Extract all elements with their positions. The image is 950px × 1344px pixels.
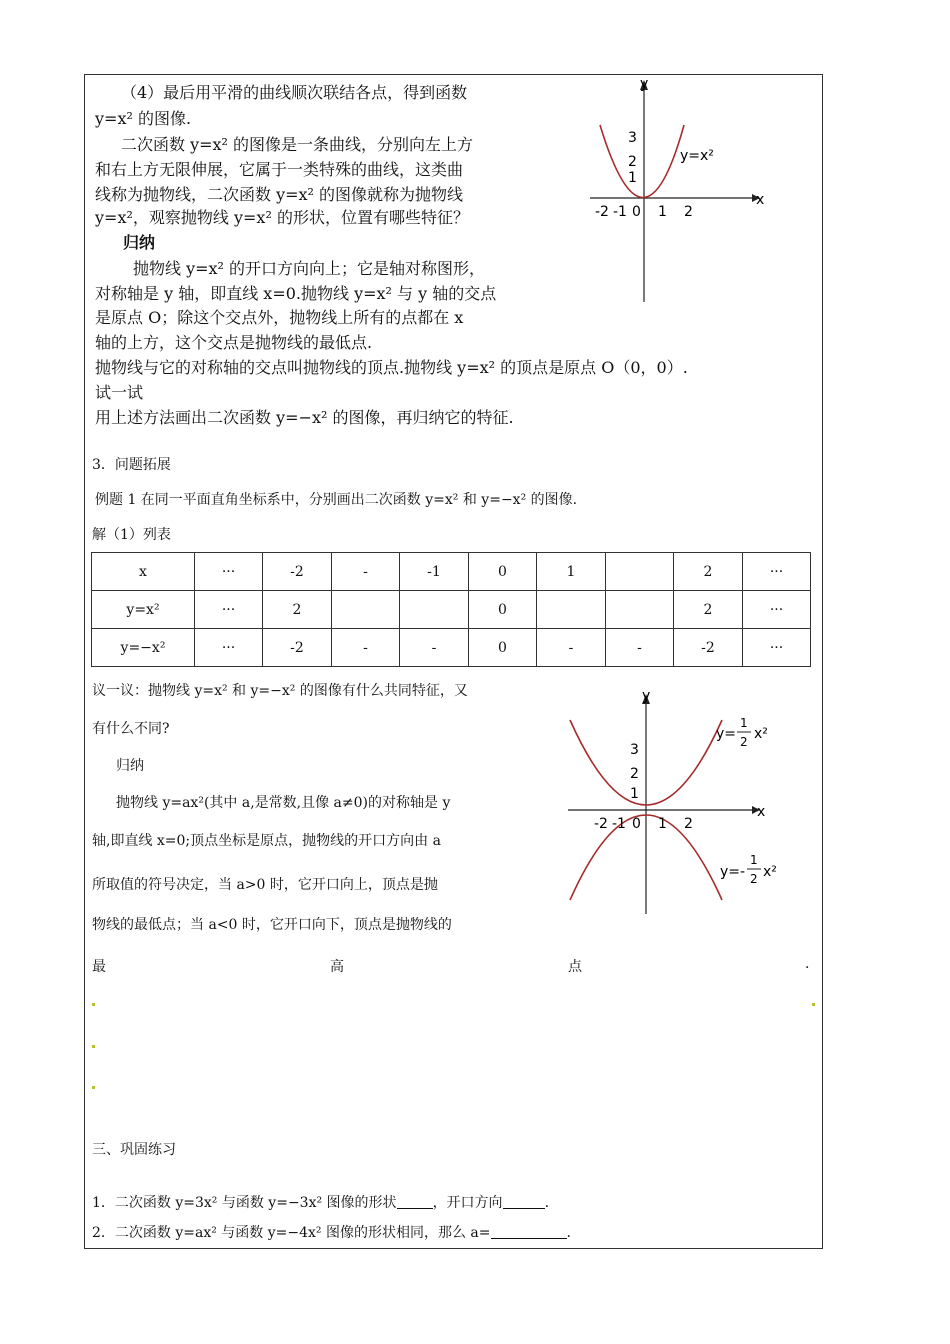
- discussion-line-d: 物线的最低点；当 a<0 时，它开口向下，顶点是抛物线的: [92, 917, 452, 933]
- table-cell: 0: [469, 629, 537, 667]
- upper-frac-num: 1: [740, 716, 748, 730]
- table-cell: [606, 553, 674, 591]
- discussion-line-b: 轴,即直线 x=0;顶点坐标是原点，抛物线的开口方向由 a: [92, 833, 441, 849]
- q1-text-c: .: [544, 1195, 550, 1211]
- parabola-graph-1: [580, 70, 780, 310]
- upper-frac-den: 2: [740, 735, 748, 749]
- speck: [92, 1045, 95, 1048]
- table-cell: -1: [400, 553, 469, 591]
- table-cell: -2: [263, 553, 332, 591]
- lower-frac-den: 2: [750, 872, 758, 886]
- q2-text-a: 2．二次函数 y=ax² 与函数 y=−4x² 图像的形状相同，那么 a=: [92, 1225, 491, 1241]
- step4-line2: y=x² 的图像.: [95, 109, 192, 128]
- example-text: 例题 1 在同一平面直角坐标系中，分别画出二次函数 y=x² 和 y=−x² 的图像.: [95, 492, 578, 508]
- parabola-graph-2: [560, 680, 780, 920]
- practice-q1: [92, 1192, 549, 1212]
- x-tick: -2: [594, 816, 608, 832]
- speck: [92, 1086, 95, 1089]
- discussion-line2: 有什么不同?: [92, 721, 170, 737]
- table-cell: 2: [263, 591, 332, 629]
- para-line-3: 线称为抛物线，二次函数 y=x² 的图像就称为抛物线: [95, 185, 464, 204]
- table-row: [92, 629, 811, 667]
- x-tick: -1: [613, 204, 627, 220]
- table-cell: -2: [263, 629, 332, 667]
- y-tick: 3: [630, 742, 639, 758]
- table-cell: -2: [674, 629, 743, 667]
- table-cell: ···: [195, 553, 263, 591]
- q1-blank-2[interactable]: [503, 1194, 545, 1209]
- value-table: [91, 552, 811, 667]
- section3-heading: 3．问题拓展: [92, 457, 171, 473]
- vertex-line: 抛物线与它的对称轴的交点叫抛物线的顶点.抛物线 y=x² 的顶点是原点 O（0，0）.: [95, 358, 688, 377]
- summary-line-3: 是原点 O；除这个交点外，抛物线上所有的点都在 x: [95, 308, 464, 327]
- table-cell: y=x²: [92, 591, 195, 629]
- x-axis-label: x: [757, 804, 766, 820]
- x-tick: 1: [658, 204, 667, 220]
- table-cell: y=−x²: [92, 629, 195, 667]
- q1-blank-1[interactable]: [397, 1194, 433, 1209]
- x-tick: 1: [658, 816, 667, 832]
- table-cell: 0: [469, 591, 537, 629]
- summary-line-4: 轴的上方，这个交点是抛物线的最低点.: [95, 333, 373, 352]
- table-cell: ···: [743, 591, 811, 629]
- x-tick: 2: [684, 204, 693, 220]
- x-axis-label: x: [756, 192, 765, 208]
- table-cell: [400, 591, 469, 629]
- discussion-heading: 归纳: [116, 758, 144, 774]
- y-tick: 2: [628, 154, 637, 170]
- summary-line-2: 对称轴是 y 轴，即直线 x=0.抛物线 y=x² 与 y 轴的交点: [95, 284, 497, 303]
- parabola-y-x2: [600, 125, 684, 198]
- y-tick: 1: [630, 786, 639, 802]
- upper-curve-label: y=: [716, 726, 737, 742]
- para-line-1: 二次函数 y=x² 的图像是一条曲线，分别向左上方: [121, 135, 474, 154]
- table-cell: [332, 591, 400, 629]
- solution-text: 解（1）列表: [92, 527, 171, 543]
- q1-text-b: ，开口方向: [432, 1195, 503, 1211]
- para-line-2: 和右上方无限伸展，它属于一类特殊的曲线，这类曲: [95, 160, 464, 179]
- summary-heading: 归纳: [123, 233, 156, 252]
- table-cell: 2: [674, 591, 743, 629]
- table-cell: -: [537, 629, 606, 667]
- y-tick: 2: [630, 766, 639, 782]
- x-tick: 0: [632, 204, 641, 220]
- x-tick: -2: [595, 204, 609, 220]
- table-row: [92, 591, 811, 629]
- table-cell: ···: [743, 553, 811, 591]
- lower-curve-label: y=-: [720, 864, 746, 880]
- table-cell: -: [606, 629, 674, 667]
- table-cell: ···: [195, 591, 263, 629]
- curve-label: y=x²: [680, 148, 714, 164]
- q1-text-a: 1．二次函数 y=3x² 与函数 y=−3x² 图像的形状: [92, 1195, 397, 1211]
- lower-x2: x²: [763, 864, 777, 880]
- para-line-4: y=x²，观察抛物线 y=x² 的形状，位置有哪些特征？: [95, 208, 469, 227]
- try-heading: 试一试: [95, 383, 144, 402]
- practice-heading: 三、巩固练习: [92, 1142, 176, 1158]
- table-cell: -: [332, 553, 400, 591]
- x-tick: 2: [684, 816, 693, 832]
- table-cell: 0: [469, 553, 537, 591]
- table-cell: [537, 591, 606, 629]
- table-cell: ···: [743, 629, 811, 667]
- try-line: 用上述方法画出二次函数 y=−x² 的图像，再归纳它的特征.: [95, 408, 514, 427]
- spread-word: .: [805, 956, 810, 972]
- y-tick: 1: [628, 170, 637, 186]
- practice-q2: [92, 1222, 571, 1242]
- q2-blank[interactable]: [491, 1224, 567, 1239]
- x-tick: -1: [612, 816, 626, 832]
- discussion-line-a: 抛物线 y=ax²(其中 a,是常数,且像 a≠0)的对称轴是 y: [116, 795, 451, 811]
- upper-x2: x²: [754, 726, 768, 742]
- table-cell: -: [332, 629, 400, 667]
- x-tick: 0: [632, 816, 641, 832]
- table-cell: x: [92, 553, 195, 591]
- discussion-line-c: 所取值的符号决定，当 a>0 时，它开口向上，顶点是抛: [92, 877, 438, 893]
- spread-word: 高: [330, 959, 344, 975]
- table-cell: 2: [674, 553, 743, 591]
- summary-line-1: 抛物线 y=x² 的开口方向向上；它是轴对称图形，: [133, 259, 486, 278]
- y-tick: 3: [628, 130, 637, 146]
- y-axis-label: y: [640, 76, 649, 92]
- q2-text-b: .: [566, 1225, 571, 1241]
- table-cell: [606, 591, 674, 629]
- step4-line1: （4）最后用平滑的曲线顺次联结各点，得到函数: [121, 83, 468, 102]
- table-cell: 1: [537, 553, 606, 591]
- table-cell: -: [400, 629, 469, 667]
- lower-frac-num: 1: [750, 853, 758, 867]
- speck: [92, 1003, 95, 1006]
- spread-word: 最: [92, 959, 106, 975]
- table-cell: ···: [195, 629, 263, 667]
- speck: [812, 1003, 815, 1006]
- discussion-line1: 议一议：抛物线 y=x² 和 y=−x² 的图像有什么共同特征，又: [92, 683, 468, 699]
- spread-word: 点: [568, 959, 582, 975]
- table-row: [92, 553, 811, 591]
- y-axis-label: y: [642, 688, 651, 704]
